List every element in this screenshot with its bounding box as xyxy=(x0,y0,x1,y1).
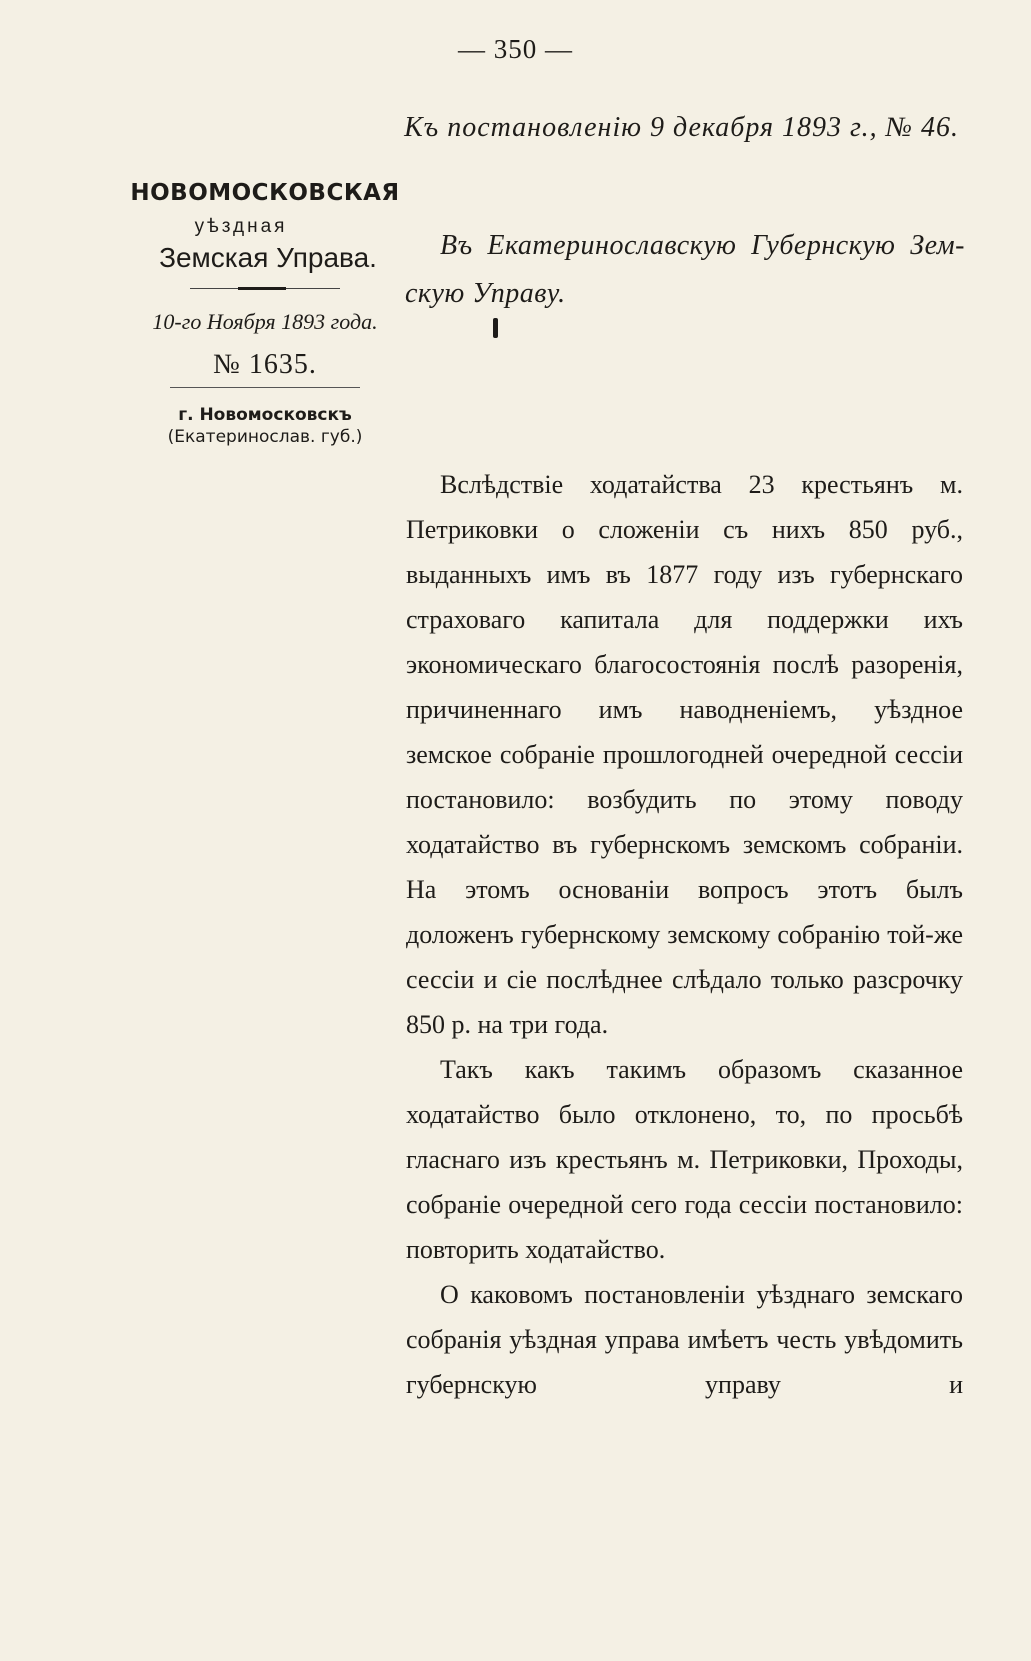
page-number: — 350 — xyxy=(458,34,573,64)
body-paragraph-2: Такъ какъ такимъ образомъ сказанное ходатайство было отклонено, то, по просьбѣ гласнаго изъ крестьянъ м. Петриковки, Проходы, собранiе очередной сего года сессiи постановило: повторить ходатайство. xyxy=(406,1055,963,1264)
divider-rule-2 xyxy=(170,387,360,388)
divider-rule xyxy=(190,288,340,291)
letter-body xyxy=(406,462,963,1407)
sender-city: г. Новомосковскъ xyxy=(178,405,352,425)
sender-block xyxy=(120,180,410,448)
sender-org-line1: НОВОМОСКОВСКАЯ xyxy=(130,180,400,206)
addressee xyxy=(405,222,965,318)
sender-org-line2: уѣздная xyxy=(194,216,288,237)
body-paragraph-1: Вслѣдствiе ходатайства 23 крестьянъ м. Петриковки о сложенiи съ нихъ 850 руб., выданныхъ имъ въ 1877 году изъ губернскаго страховаго капитала для поддержки ихъ экономическаго благосостоянiя послѣ разоренiя, причиненнаго имъ наводненiемъ, уѣздное земское собранiе прошлогодней очередной сессiи постановило: возбудить по этому поводу ходатайство въ губернскомъ земскомъ собранiи. На этомъ основанiи вопросъ этотъ былъ доложенъ губернскому земскому собранiю той-же сессiи и сiе послѣднее слѣдало только разсрочку 850 р. на три года. xyxy=(406,470,963,1039)
letter-date: 10-го Ноября 1893 года. xyxy=(152,309,378,334)
ink-mark xyxy=(493,318,498,338)
sender-org-line3: Земская Управа. xyxy=(159,242,377,273)
attachment-reference: Къ постановленiю 9 декабря 1893 г., № 46. xyxy=(404,112,959,143)
addressee-line1: Въ Екатеринославскую Губернскую Зем- xyxy=(440,230,965,261)
letter-number: № 1635. xyxy=(213,349,317,380)
addressee-line2: скую Управу. xyxy=(405,278,566,309)
sender-province: (Екатеринослав. губ.) xyxy=(167,427,363,447)
body-paragraph-3: О каковомъ постановленiи уѣзднаго земскаго собранiя уѣздная управа имѣетъ честь увѣдомить губернскую управу и xyxy=(406,1280,963,1399)
